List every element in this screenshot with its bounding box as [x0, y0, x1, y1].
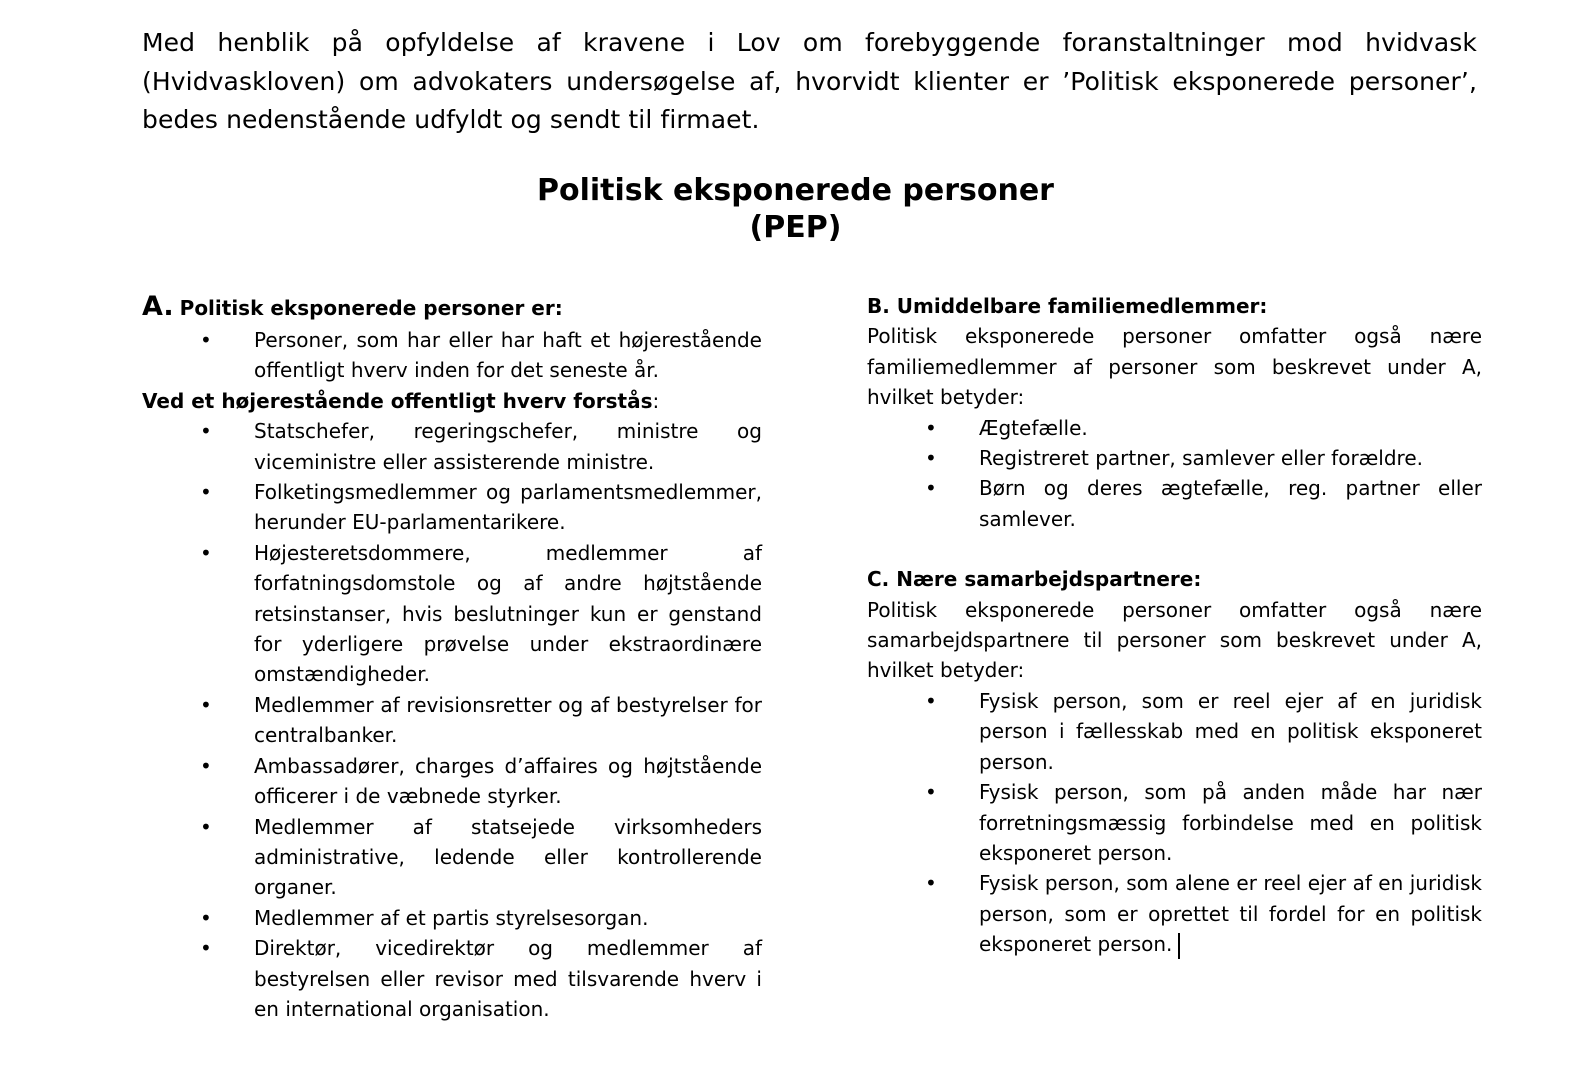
list-item [142, 812, 762, 903]
section-b-list [867, 413, 1482, 535]
intro-paragraph: Med henblik på opfyldelse af kravene i Lov om forebyggende foranstaltninger mod hvidvask (Hvidvaskloven) om advokaters undersøgelse af, hvorvidt klienter er ’Politisk eksponerede personer’, bedes nedenstående udfyldt og sendt til firmaet. [142, 28, 1477, 134]
list-item [867, 686, 1482, 777]
section-a-subheading-text: Ved et højerestående offentligt hverv forstås [142, 388, 653, 413]
list-item-text: Fysisk person, som er reel ejer af en juridisk person i fællesskab med en politisk eksponeret person. [979, 688, 1482, 774]
list-item [142, 538, 762, 690]
section-c-heading: C. Nære samarbejdspartnere: [867, 567, 1202, 592]
list-item-text: Ambassadører, charges d’affaires og højtstående officerer i de væbnede styrker. [254, 753, 762, 809]
list-item [142, 325, 762, 386]
sections-b-c-column [867, 291, 1482, 960]
list-item [142, 751, 762, 812]
list-item [142, 690, 762, 751]
list-item [867, 473, 1482, 534]
section-a-letter: A. [142, 291, 174, 322]
list-item [867, 777, 1482, 868]
bullet-icon: • [200, 419, 212, 444]
bullet-icon: • [925, 688, 937, 713]
list-item [142, 416, 762, 477]
list-item [867, 443, 1482, 473]
section-a-sublist [142, 416, 762, 1024]
document-title [0, 172, 1591, 246]
list-item [142, 477, 762, 538]
bullet-icon: • [925, 871, 937, 896]
list-item [867, 413, 1482, 443]
section-c-text: Politisk eksponerede personer omfatter også nære samarbejdspartnere til personer som beskrevet under A, hvilket betyder: [867, 597, 1482, 683]
section-a-list [142, 325, 762, 386]
list-item [142, 903, 762, 933]
bullet-icon: • [925, 476, 937, 501]
bullet-icon: • [200, 753, 212, 778]
bullet-icon: • [200, 814, 212, 839]
list-item-text: Statschefer, regeringschefer, ministre og viceministre eller assisterende ministre. [254, 419, 762, 474]
list-item-text: Ægtefælle. [979, 415, 1088, 440]
list-item [142, 933, 762, 1024]
section-a-subheading-colon: : [652, 388, 660, 413]
bullet-icon: • [200, 905, 212, 930]
section-spacer [867, 534, 1482, 564]
list-item-text: Direktør, vicedirektør og medlemmer af bestyrelsen eller revisor med tilsvarende hverv i en international organisation. [254, 936, 762, 1021]
section-a-subheading [142, 386, 762, 416]
list-item [867, 868, 1482, 959]
title-line-2: (PEP) [749, 210, 842, 245]
list-item-text: Medlemmer af revisionsretter og af bestyrelser for centralbanker. [254, 692, 762, 748]
bullet-icon: • [200, 540, 212, 565]
list-item-text: Fysisk person, som på anden måde har nær forretningsmæssig forbindelse med en politisk eksponeret person. [979, 780, 1482, 865]
list-item-text: Børn og deres ægtefælle, reg. partner eller samlever. [979, 476, 1482, 531]
bullet-icon: • [200, 692, 212, 717]
list-item-text: Registreret partner, samlever eller forældre. [979, 446, 1424, 471]
section-a-heading [142, 290, 762, 325]
bullet-icon: • [200, 480, 212, 505]
section-b-heading: B. Umiddelbare familiemedlemmer: [867, 294, 1268, 318]
section-a-heading-text: Politisk eksponerede personer er: [179, 296, 563, 320]
text-cursor [1178, 933, 1180, 959]
bullet-icon: • [200, 936, 212, 961]
bullet-icon: • [200, 328, 212, 352]
bullet-icon: • [925, 780, 937, 805]
list-item-text: Personer, som har eller har haft et højerestående offentligt hverv inden for det seneste år. [254, 328, 762, 383]
list-item-text: Højesteretsdommere, medlemmer af forfatningsdomstole og af andre højtstående retsinstanser, hvis beslutninger kun er genstand for yderligere prøvelse under ekstraordinære omstændigheder. [254, 540, 762, 687]
list-item-text: Medlemmer af statsejede virksomheders administrative, ledende eller kontrollerende organer. [254, 814, 762, 900]
list-item-text: Fysisk person, som alene er reel ejer af en juridisk person, som er oprettet til fordel for en politisk eksponeret person. [979, 871, 1482, 957]
title-line-1: Politisk eksponerede personer [537, 173, 1054, 208]
section-a-column [142, 290, 762, 1024]
section-c-list [867, 686, 1482, 960]
list-item-text: Medlemmer af et partis styrelsesorgan. [254, 905, 649, 930]
bullet-icon: • [925, 415, 937, 440]
list-item-text: Folketingsmedlemmer og parlamentsmedlemmer, herunder EU-parlamentarikere. [254, 480, 762, 535]
bullet-icon: • [925, 446, 937, 471]
section-b-text: Politisk eksponerede personer omfatter også nære familiemedlemmer af personer som beskrevet under A, hvilket betyder: [867, 324, 1482, 410]
